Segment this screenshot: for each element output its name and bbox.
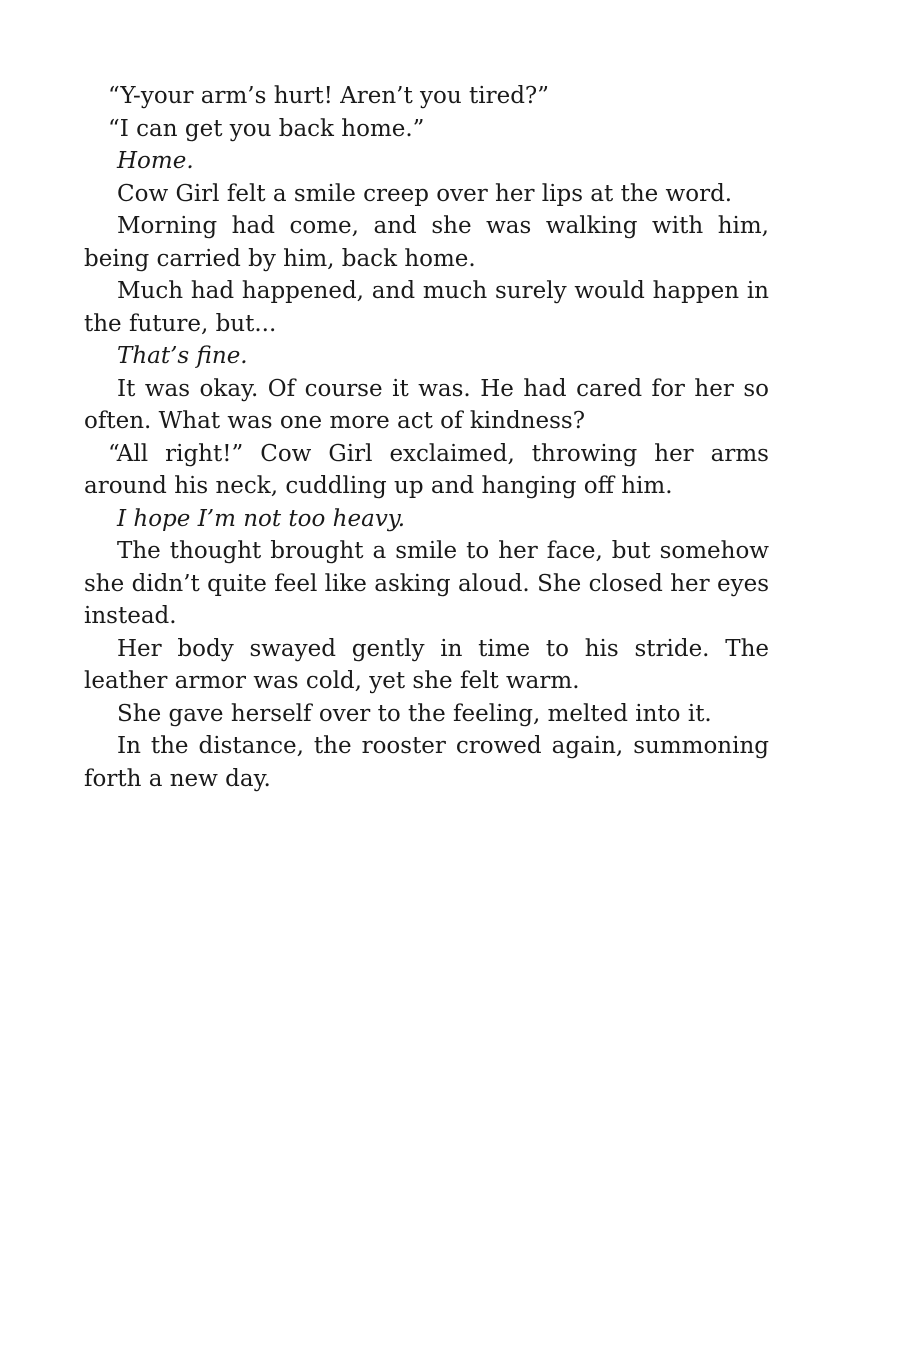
paragraph-5: Morning had come, and she was walking with him, being carried by him, back home. — [84, 213, 769, 272]
paragraph-10-italic-thought: I hope I’m not too heavy. — [117, 505, 406, 532]
page-body — [84, 80, 769, 795]
paragraph-14: In the distance, the rooster crowed again, summoning forth a new day. — [84, 733, 769, 792]
paragraph-11: The thought brought a smile to her face, but somehow she didn’t quite feel like asking aloud. She closed her eyes instead. — [84, 538, 769, 629]
paragraph-12: Her body swayed gently in time to his stride. The leather armor was cold, yet she felt warm. — [84, 635, 769, 694]
paragraph-2: “I can get you back home.” — [108, 115, 425, 142]
paragraph-9: “All right!” Cow Girl exclaimed, throwing her arms around his neck, cuddling up and hanging off him. — [84, 440, 769, 499]
paragraph-1: “Y-your arm’s hurt! Aren’t you tired?” — [108, 83, 550, 109]
paragraph-8: It was okay. Of course it was. He had cared for her so often. What was one more act of kindness? — [84, 375, 769, 434]
paragraph-3-italic-thought: Home. — [117, 148, 194, 174]
paragraph-7-italic-thought: That’s fine. — [117, 343, 248, 369]
paragraph-13: She gave herself over to the feeling, melted into it. — [117, 700, 712, 727]
paragraph-4: Cow Girl felt a smile creep over her lips at the word. — [117, 180, 733, 207]
paragraph-6: Much had happened, and much surely would happen in the future, but... — [84, 278, 769, 337]
